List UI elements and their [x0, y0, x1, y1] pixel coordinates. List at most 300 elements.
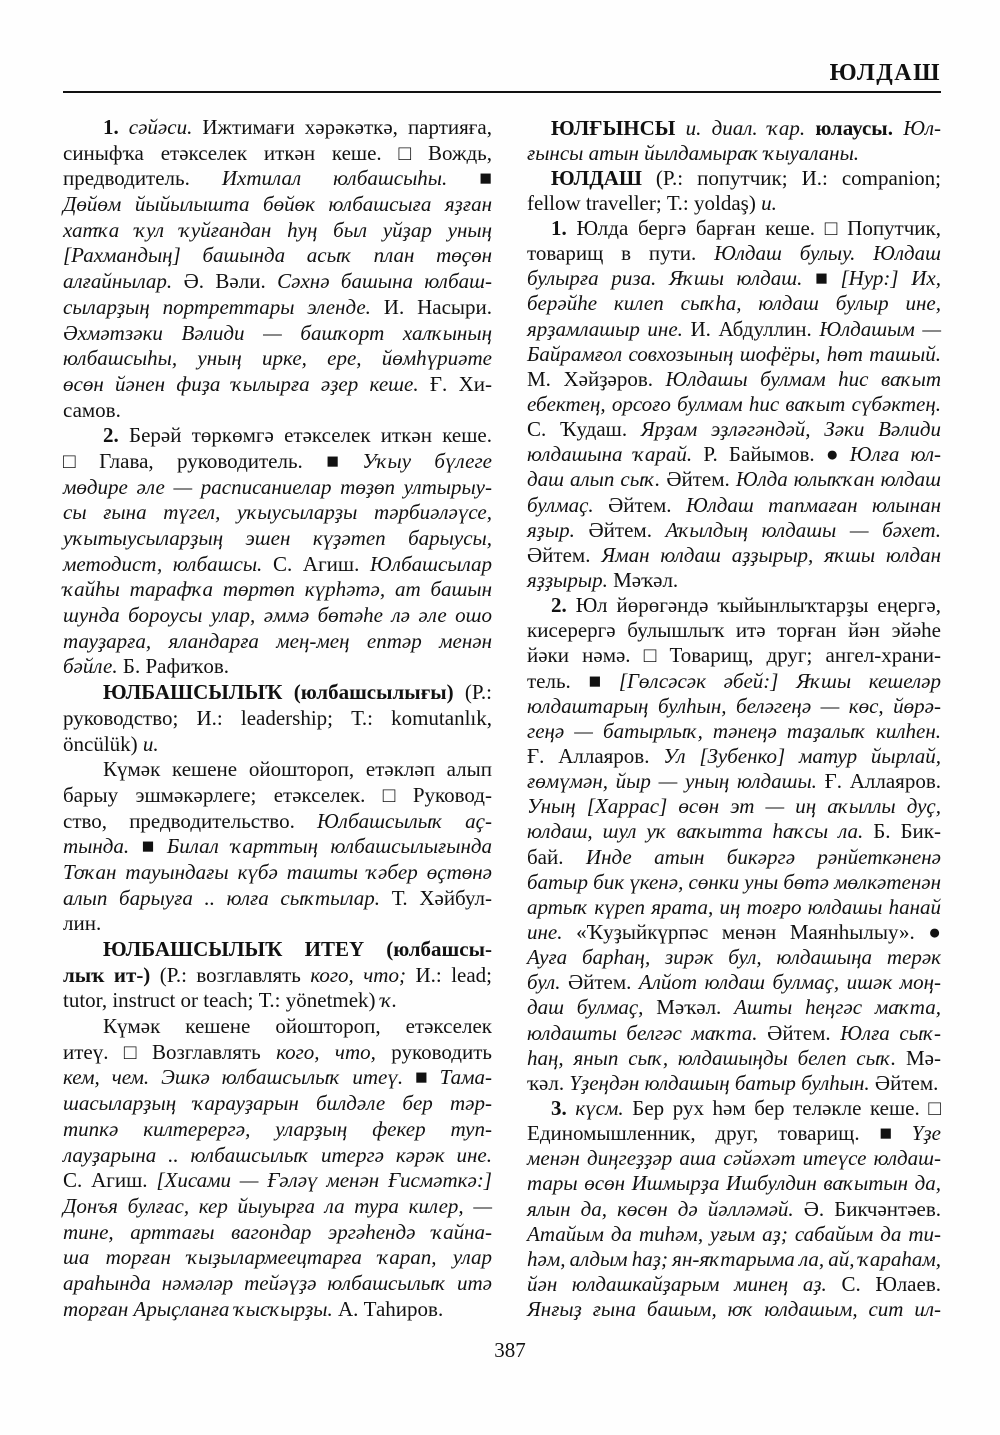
- italic-text: Ашты һеңгәс маҡта,: [734, 995, 941, 1020]
- italic-text: Билал ҡарттың юлбашсылығында: [166, 834, 492, 859]
- dictionary-line: [527, 1222, 941, 1247]
- italic-text: күсм.: [575, 1095, 624, 1120]
- italic-text: Аҡылдың юлдашы — бәхет.: [665, 517, 941, 542]
- italic-text: ялын да, көсөн дә йәлләмәй.: [527, 1196, 794, 1221]
- text-run: йәки нәмә. □ Товарищ, друг; ангел-храни-: [527, 643, 941, 668]
- dictionary-line: [527, 191, 941, 216]
- dictionary-line: [527, 794, 941, 819]
- text-run: (Р.:: [453, 680, 492, 705]
- italic-text: мөдире әле — расписаниелар төҙөп ултырыу-: [63, 474, 492, 499]
- text-run: ■: [447, 166, 492, 191]
- dictionary-line: [63, 860, 492, 886]
- line-text: [527, 442, 941, 467]
- line-text: [527, 643, 941, 668]
- text-run: ■: [129, 834, 167, 859]
- line-text: [63, 732, 159, 758]
- left-column: [63, 115, 492, 1322]
- italic-text: Дөйөм йыйылышта бөйөк юлбашсыға яҙған: [63, 192, 492, 217]
- line-text: [527, 342, 941, 367]
- dictionary-line: [527, 618, 941, 643]
- italic-text: [Нур:] Их,: [840, 266, 941, 291]
- line-text: [527, 794, 941, 819]
- italic-text: өсөн йәнен фиҙа ҡылырға әҙер кеше.: [63, 371, 419, 396]
- dictionary-line: [63, 192, 492, 218]
- line-text: [63, 1065, 492, 1091]
- dictionary-line: [527, 1121, 941, 1146]
- italic-text: Юлдаш тапмаған юлынан: [685, 492, 941, 517]
- line-text: [527, 769, 941, 794]
- text-run: Ғ. Аллаяров.: [527, 744, 664, 769]
- line-text: [527, 744, 941, 769]
- line-text: [103, 1014, 492, 1040]
- italic-text: ғөмүмән, йыр — уның юлдашы.: [527, 769, 817, 794]
- italic-text: Юлдаш булыу. Юлдаш: [714, 241, 941, 266]
- dictionary-line: [63, 1194, 492, 1220]
- line-text: [527, 367, 941, 392]
- italic-text: Уның [Харрас] өсөн эт — иң аҡыллы дуҫ,: [527, 794, 941, 819]
- italic-text: [Рахмандың] башында асыҡ план төҫөн: [63, 243, 492, 268]
- dictionary-line: [527, 870, 941, 895]
- bold-text: юлаусы.: [815, 115, 893, 140]
- text-run: барыу эшмәкәрлеге; етәкселек. □ Руковод-: [63, 782, 492, 807]
- line-text: [551, 1096, 941, 1121]
- italic-text: бәйле.: [63, 654, 118, 679]
- italic-text: тауҙарға, яландарға мең-мең ептәр менән: [63, 628, 492, 653]
- dictionary-line: [527, 367, 941, 392]
- text-run: ■: [802, 266, 841, 291]
- line-text: [63, 1040, 492, 1066]
- line-text: [527, 317, 941, 342]
- text-run: ство, предводительство.: [63, 808, 317, 833]
- italic-text: и.: [142, 731, 159, 756]
- dictionary-line: [63, 1065, 492, 1091]
- italic-text: артыҡ күреп ярата, иң тоғро юлдашы һанай: [527, 894, 941, 919]
- right-column: [527, 116, 941, 1323]
- line-text: [527, 819, 941, 844]
- dictionary-line: [63, 1143, 492, 1169]
- dictionary-line: [63, 603, 492, 629]
- dictionary-line: [527, 669, 941, 694]
- text-run: Р. Байымов. ●: [692, 442, 850, 467]
- bold-text: лыҡ ит-): [63, 962, 151, 987]
- dictionary-line: [63, 269, 492, 295]
- line-text: [63, 166, 492, 192]
- text-run: руководство; И.: leadership; Т.: komutanlık,: [63, 705, 492, 730]
- italic-text: даш алып сыҡ.: [527, 467, 661, 492]
- line-text: [527, 870, 941, 895]
- line-text: [527, 467, 941, 492]
- text-run: С. Агиш.: [262, 551, 371, 576]
- line-text: [63, 1220, 492, 1246]
- line-text: [63, 860, 492, 886]
- line-text: [527, 1297, 941, 1322]
- line-text: [527, 417, 941, 442]
- italic-text: Юлбашсылыҡ аҫ-: [317, 808, 492, 833]
- text-run: ■: [403, 1065, 440, 1090]
- italic-text: ине.: [527, 920, 563, 944]
- dictionary-line: [527, 1096, 941, 1121]
- dictionary-line: [63, 552, 492, 578]
- dictionary-line: [527, 1171, 941, 1196]
- italic-text: батыр бик үкенә, сөнки уны бөтә мөлкәтенән: [527, 869, 941, 894]
- dictionary-line: [527, 442, 941, 467]
- text-run: Ғ. Аллаяров.: [816, 769, 941, 794]
- text-run: И.: lead;: [405, 962, 493, 987]
- line-text: [63, 218, 492, 244]
- line-text: [63, 1297, 443, 1323]
- dictionary-line: [527, 266, 941, 291]
- italic-text: сәйәси.: [128, 115, 193, 139]
- text-run: Ә. Бикчәнтәев.: [793, 1196, 941, 1221]
- italic-text: ғынсы атын йылдамыраҡ ҡыуаланы.: [527, 140, 860, 165]
- bold-text: 1.: [103, 115, 119, 139]
- dictionary-line: [63, 475, 492, 501]
- line-text: [63, 449, 492, 475]
- italic-text: Алйот юлдаш булмаҫ, ишәк моң-: [638, 970, 941, 995]
- dictionary-line: [63, 1271, 492, 1297]
- line-text: [63, 629, 492, 655]
- line-text: [527, 241, 941, 266]
- italic-text: һәм, алдым һаҙ; ян-яҡтарыма ла, ай, ҡараһам,: [527, 1246, 941, 1271]
- dictionary-line: [527, 895, 941, 920]
- dictionary-line: [527, 543, 941, 568]
- italic-text: булмаҫ.: [527, 492, 594, 517]
- text-run: И. Абдуллин.: [682, 316, 820, 341]
- italic-text: Ихтилал юлбашсыһы.: [221, 166, 448, 191]
- text-run: (Р.: возглавлять: [150, 962, 311, 987]
- line-text: [63, 243, 492, 269]
- dictionary-line: [527, 493, 941, 518]
- italic-text: сы ғына түгел, уҡыусыларҙы тәрбиәләүсе,: [63, 500, 492, 525]
- italic-text: Әхмәтзәки Вәлиди — башҡорт халҡының: [63, 320, 492, 345]
- text-run: Күмәк кешене ойоштороп, етәкләп алып: [103, 757, 492, 782]
- italic-text: Үҙе: [911, 1121, 941, 1146]
- line-text: [551, 116, 941, 141]
- italic-text: кого, что;: [310, 962, 406, 987]
- italic-text: яҙҙырыр.: [527, 568, 608, 593]
- line-text: [63, 706, 492, 732]
- italic-text: һаң, янып сыҡ, юлдашыңды белеп сыҡ.: [527, 1045, 897, 1070]
- italic-text: ҡ.: [380, 988, 398, 1013]
- line-text: [527, 1222, 941, 1247]
- dictionary-line: [527, 141, 941, 166]
- line-text: [63, 963, 492, 989]
- dictionary-line: [63, 886, 492, 912]
- italic-text: алғайнылар.: [63, 269, 173, 294]
- italic-text: менән диңгеҙҙәр аша сәйәхәт итеүсе юлдаш-: [527, 1146, 941, 1171]
- dictionary-line: [63, 911, 492, 937]
- line-text: [63, 192, 492, 218]
- text-run: Ғ. Хи-: [418, 371, 492, 396]
- italic-text: Атайым да тиһәм, уғым аҙ; сабайым да ти-: [527, 1221, 941, 1246]
- line-text: [63, 1117, 492, 1143]
- dictionary-line: [63, 732, 492, 758]
- italic-text: тине, арттағы вагондар эргәһендә ҡайна-: [63, 1219, 492, 1244]
- dictionary-line: [527, 417, 941, 442]
- dictionary-line: [63, 834, 492, 860]
- dictionary-line: [63, 809, 492, 835]
- text-run: руководить: [375, 1039, 492, 1064]
- dictionary-line: [63, 398, 492, 424]
- text-run: fellow traveller; Т.: yoldaş): [527, 190, 762, 215]
- line-text: [63, 372, 492, 398]
- italic-text: Үҙеңдән юлдашың батыр булһын.: [569, 1070, 870, 1095]
- text-run: кисерергә булышлыҡ итә торған йән эйәһе: [527, 618, 941, 643]
- line-text: [63, 603, 492, 629]
- dictionary-line: [527, 392, 941, 417]
- line-text: [551, 216, 941, 241]
- dictionary-line: [63, 757, 492, 783]
- italic-text: кого, что,: [276, 1039, 376, 1064]
- text-run: ҡәл.: [527, 1070, 570, 1095]
- italic-text: Байрамғол совхозының шофёры, һөт ташый.: [527, 341, 941, 366]
- italic-text: Ауға барһаң, зирәк бул, юлдашыңа терәк: [527, 945, 941, 970]
- dictionary-line: [527, 1297, 941, 1322]
- dictionary-line: [63, 1091, 492, 1117]
- line-text: [527, 1197, 941, 1222]
- line-text: [527, 995, 941, 1020]
- dictionary-line: [63, 629, 492, 655]
- italic-text: [Хисами — Ғәләү менән Ғисмәткә:]: [156, 1168, 492, 1193]
- text-run: бай.: [527, 844, 586, 869]
- text-run: [119, 115, 129, 139]
- dictionary-line: [63, 372, 492, 398]
- dictionary-line: [527, 643, 941, 668]
- dictionary-line: [63, 783, 492, 809]
- line-text: [63, 783, 492, 809]
- dictionary-line: [63, 295, 492, 321]
- italic-text: и. диал. ҡар.: [685, 115, 806, 140]
- dictionary-line: [527, 467, 941, 492]
- dictionary-line: [527, 970, 941, 995]
- text-run: Бер рух һәм бер теләкле кеше. □: [623, 1095, 942, 1120]
- italic-text: яҙыр.: [527, 517, 575, 542]
- dictionary-line: [63, 1014, 492, 1040]
- line-text: [63, 552, 492, 578]
- text-run: Әйтем.: [869, 1070, 939, 1095]
- italic-text: ша торған ҡыҙылармеецтарға ҡарап, улар: [63, 1245, 492, 1270]
- dictionary-line: [63, 1117, 492, 1143]
- text-run: Юлда бергә барған кеше. □ Попутчик,: [566, 216, 941, 241]
- text-run: Әйтем.: [593, 492, 686, 517]
- line-text: [63, 1194, 492, 1220]
- line-text: [63, 321, 492, 347]
- text-run: Б. Бик-: [863, 819, 941, 844]
- dictionary-line: [63, 423, 492, 449]
- line-text: [527, 392, 941, 417]
- dictionary-line: [527, 1071, 941, 1096]
- text-run: синыфҡа етәкселек иткән кеше. □ Вождь,: [63, 140, 492, 165]
- italic-text: йән юлдашкайҙарым минең аҙ.: [527, 1271, 827, 1296]
- text-run: Т. Хәйбул-: [380, 885, 492, 910]
- text-run: тель. ■: [527, 668, 619, 693]
- dictionary-line: [63, 526, 492, 552]
- line-text: [527, 1171, 941, 1196]
- line-text: [527, 1021, 941, 1046]
- dictionary-line: [527, 769, 941, 794]
- italic-text: Инде атын бикәргә рәнйеткәненә: [585, 844, 941, 869]
- text-run: Әйтем.: [574, 517, 666, 542]
- dictionary-line: [63, 243, 492, 269]
- text-run: предводитель.: [63, 166, 222, 191]
- header-rule: [63, 91, 941, 93]
- text-run: С. Юлаев.: [826, 1271, 941, 1296]
- text-run: tutor, instruct or teach; Т.: yönetmek): [63, 988, 381, 1013]
- dictionary-line: [63, 988, 492, 1014]
- line-text: [527, 266, 941, 291]
- text-run: Әйтем.: [560, 970, 639, 995]
- text-run: Берәй төркөмгә етәкселек иткән кеше.: [118, 423, 492, 448]
- line-text: [63, 834, 492, 860]
- text-run: С. Ҡудаш.: [527, 417, 641, 442]
- text-run: [675, 116, 685, 140]
- bold-text: ЮЛДАШ: [551, 165, 642, 190]
- italic-text: Юлбашсылар: [370, 551, 492, 576]
- line-text: [63, 1245, 492, 1271]
- line-text: [527, 845, 941, 870]
- text-run: Ижтимағи хәрәкәткә, партияға,: [192, 115, 492, 139]
- dictionary-line: [63, 115, 492, 141]
- dictionary-line: [527, 945, 941, 970]
- italic-text: шасыларҙың ҡарауҙарын билдәле бер тәр-: [63, 1091, 492, 1116]
- line-text: [63, 654, 229, 680]
- bold-text: 3.: [551, 1095, 567, 1120]
- bold-text: ЮЛБАШСЫЛЫҠ ИТЕҮ (юлбашсы-: [103, 937, 492, 961]
- line-text: [63, 1091, 492, 1117]
- dictionary-line: [527, 216, 941, 241]
- line-text: [103, 757, 492, 783]
- italic-text: Донъя булғас, кер йыуырға ла тура килер, —: [63, 1193, 492, 1218]
- text-run: Мә-: [896, 1045, 941, 1070]
- line-text: [527, 1046, 941, 1071]
- italic-text: кем, чем. Эшкә юлбашсылыҡ итеү.: [63, 1065, 404, 1090]
- line-text: [527, 618, 941, 643]
- text-run: [893, 116, 903, 140]
- text-run: Мәҡәл.: [643, 995, 735, 1020]
- italic-text: Юлға сыҡ-: [840, 1020, 941, 1045]
- dictionary-line: [527, 744, 941, 769]
- line-text: [63, 475, 492, 501]
- dictionary-line: [527, 166, 941, 191]
- text-run: Әйтем.: [660, 467, 736, 492]
- italic-text: бул.: [527, 970, 561, 995]
- bold-text: 2.: [551, 593, 567, 618]
- italic-text: Юлдашы булмам һис ваҡыт: [665, 366, 941, 391]
- text-run: Күмәк кешене ойоштороп, етәкселек: [103, 1014, 492, 1039]
- running-head: ЮЛДАШ: [829, 60, 941, 86]
- italic-text: Уҡыу бүлеге: [362, 448, 492, 473]
- text-run: Ә. Вәли.: [172, 269, 278, 294]
- italic-text: Яман юлдаш аҙҙырыр, яҡшы юлдан: [601, 542, 941, 567]
- text-run: С. Агиш.: [63, 1168, 157, 1193]
- line-text: [63, 141, 492, 167]
- italic-text: сыларҙың портреттары эленде.: [63, 294, 371, 319]
- line-text: [63, 1143, 492, 1169]
- dictionary-line: [63, 1297, 492, 1323]
- text-run: лин.: [63, 911, 102, 936]
- text-run: товарищ в пути.: [527, 241, 715, 266]
- italic-text: ебектең, орсоғо булмам һис ваҡыт сүбәктең.: [527, 392, 941, 417]
- italic-text: Юлдашым —: [819, 316, 942, 341]
- italic-text: тында.: [63, 834, 130, 859]
- line-text: [527, 669, 941, 694]
- italic-text: тары өсөн Ишмырҙа Ишбулдин ваҡытын да,: [527, 1171, 941, 1196]
- line-text: [63, 911, 101, 937]
- dictionary-line: [527, 1021, 941, 1046]
- italic-text: [Гөлсәсәк әбей:] Яҡшы кешеләр: [618, 668, 941, 693]
- line-text: [527, 1272, 941, 1297]
- line-text: [63, 500, 492, 526]
- dictionary-line: [527, 116, 941, 141]
- bold-text: 2.: [103, 423, 119, 448]
- italic-text: берәйһе килеп сыҡһа, юлдаш булыр ине,: [527, 291, 941, 316]
- dictionary-line: [63, 937, 492, 963]
- line-text: [527, 719, 941, 744]
- dictionary-line: [527, 241, 941, 266]
- dictionary-line: [527, 291, 941, 316]
- italic-text: Сәхнә башына юлбаш-: [277, 269, 493, 294]
- line-text: [551, 593, 941, 618]
- text-run: □ Глава, руководитель. ■: [63, 448, 363, 473]
- line-text: [103, 423, 492, 449]
- dictionary-line: [63, 1245, 492, 1271]
- italic-text: шунда бороусы улар, әммә бөтәһе лә әле ошо: [63, 603, 492, 628]
- italic-text: Янғыҙ ғына башым, юҡ юлдашым, сит ил-: [527, 1297, 941, 1322]
- dictionary-line: [63, 321, 492, 347]
- italic-text: ярҙамлашыр ине.: [527, 316, 683, 341]
- line-text: [527, 1121, 941, 1146]
- line-text: [527, 895, 941, 920]
- text-run: Мәҡәл.: [607, 568, 679, 593]
- bold-text: ЮЛБАШСЫЛЫҠ (юлбашсылығы): [103, 680, 454, 705]
- dictionary-line: [527, 593, 941, 618]
- italic-text: Тама-: [439, 1065, 492, 1090]
- text-run: Әйтем.: [527, 542, 602, 567]
- italic-text: юлдашты белгәс маҡта.: [527, 1020, 758, 1045]
- dictionary-line: [63, 346, 492, 372]
- dictionary-line: [63, 706, 492, 732]
- italic-text: юлдашына ҡарай.: [527, 442, 693, 467]
- dictionary-line: [527, 845, 941, 870]
- text-run: Единомышленник, друг, товарищ. ■: [527, 1121, 912, 1146]
- line-text: [527, 945, 941, 970]
- line-text: [527, 141, 859, 166]
- italic-text: юлдаш, шул уҡ ваҡытта һаҡсы ла.: [527, 819, 864, 844]
- italic-text: Ярҙам эҙләгәндәй, Зәки Вәлиди: [640, 417, 942, 442]
- italic-text: юлбашсыһы, уның ирке, ере, йөмһүриәте: [63, 346, 492, 371]
- line-text: [103, 115, 492, 141]
- dictionary-line: [63, 449, 492, 475]
- dictionary-line: [63, 141, 492, 167]
- italic-text: уҡытыусыларҙың эшен күҙәтеп барыусы,: [63, 526, 492, 550]
- italic-text: Юлға юл-: [849, 442, 942, 467]
- line-text: [527, 694, 941, 719]
- dictionary-line: [63, 1040, 492, 1066]
- line-text: [527, 191, 777, 216]
- line-text: [63, 1168, 492, 1194]
- line-text: [63, 346, 492, 372]
- italic-text: Тоҡан тауындағы күбә ташты ҡәбер өҫтөнә: [63, 859, 492, 884]
- line-text: [63, 988, 397, 1014]
- line-text: [527, 518, 941, 543]
- line-text: [63, 1271, 492, 1297]
- dictionary-line: [527, 342, 941, 367]
- bold-text: ЮЛҒЫНСЫ: [551, 115, 676, 140]
- dictionary-line: [527, 518, 941, 543]
- dictionary-line: [63, 166, 492, 192]
- line-text: [527, 1247, 941, 1272]
- dictionary-line: [63, 500, 492, 526]
